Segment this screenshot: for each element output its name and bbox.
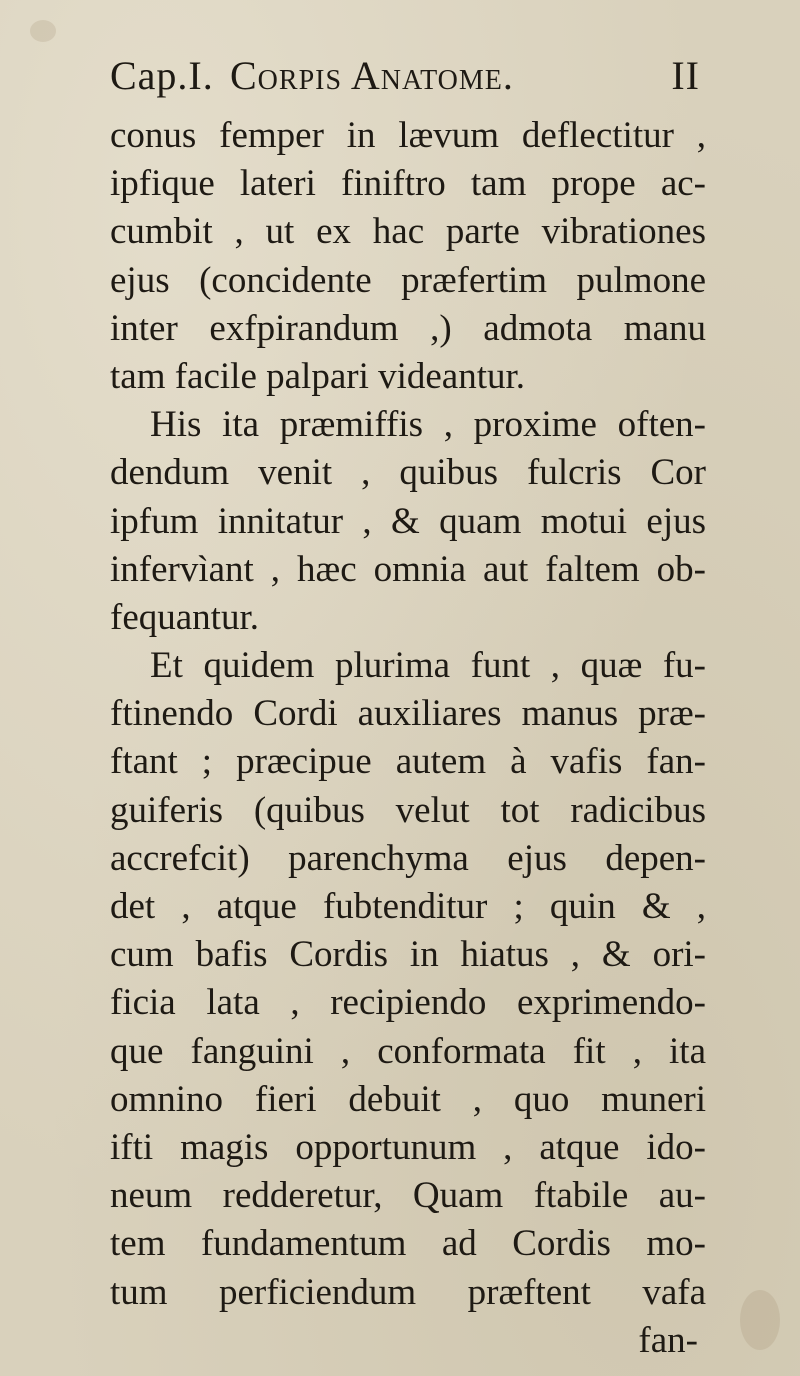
text-line: accrefcit) parenchyma ejus depen- xyxy=(110,837,706,879)
text-line: His ita præmiffis , proxime often- xyxy=(150,404,706,446)
text-line: ficia lata , recipiendo exprimendo- xyxy=(110,982,706,1024)
running-head xyxy=(110,52,700,102)
paper-stain xyxy=(30,20,56,42)
text-line: conus femper in lævum deflectitur , xyxy=(110,115,706,156)
page-number: II xyxy=(671,53,700,98)
text-line: que fanguini , conformata fit , ita xyxy=(110,1030,706,1072)
body-text xyxy=(110,112,706,1365)
text-line: ipfum innitatur , & quam motui ejus xyxy=(110,500,706,542)
text-line: neum redderetur, Quam ftabile au- xyxy=(110,1175,706,1217)
text-line: det , atque fubtenditur ; quin & , xyxy=(110,886,706,927)
text-line: guiferis (quibus velut tot radicibus xyxy=(110,789,706,831)
text-line: cumbit , ut ex hac parte vibrationes xyxy=(110,211,706,253)
running-title: Corpis Anatome. xyxy=(230,53,514,98)
text-line: ejus (concidente præfertim pulmone xyxy=(110,259,706,301)
catchword: fan- xyxy=(638,1319,698,1361)
text-line: inter exfpirandum ,) admota manu xyxy=(110,307,706,349)
text-line: dendum venit , quibus fulcris Cor xyxy=(110,452,706,494)
text-line: omnino fieri debuit , quo muneri xyxy=(110,1078,706,1120)
text-line: tum perficiendum præftent vafa xyxy=(110,1271,706,1313)
text-line: Et quidem plurima funt , quæ fu- xyxy=(150,645,706,687)
text-line: tam facile palpari videantur. xyxy=(110,355,526,397)
text-line: fequantur. xyxy=(110,596,259,638)
text-line: ftinendo Cordi auxiliares manus præ- xyxy=(110,693,706,735)
text-line: tem fundamentum ad Cordis mo- xyxy=(110,1223,706,1265)
text-line: ifti magis opportunum , atque ido- xyxy=(110,1126,706,1168)
text-line: infervìant , hæc omnia aut faltem ob- xyxy=(110,548,706,590)
text-line: ftant ; præcipue autem à vafis fan- xyxy=(110,741,706,783)
text-line: cum bafis Cordis in hiatus , & ori- xyxy=(110,934,706,976)
chapter-label: Cap.I. xyxy=(110,53,214,98)
paper-stain xyxy=(740,1290,780,1350)
text-line: ipfique lateri finiftro tam prope ac- xyxy=(110,163,706,205)
